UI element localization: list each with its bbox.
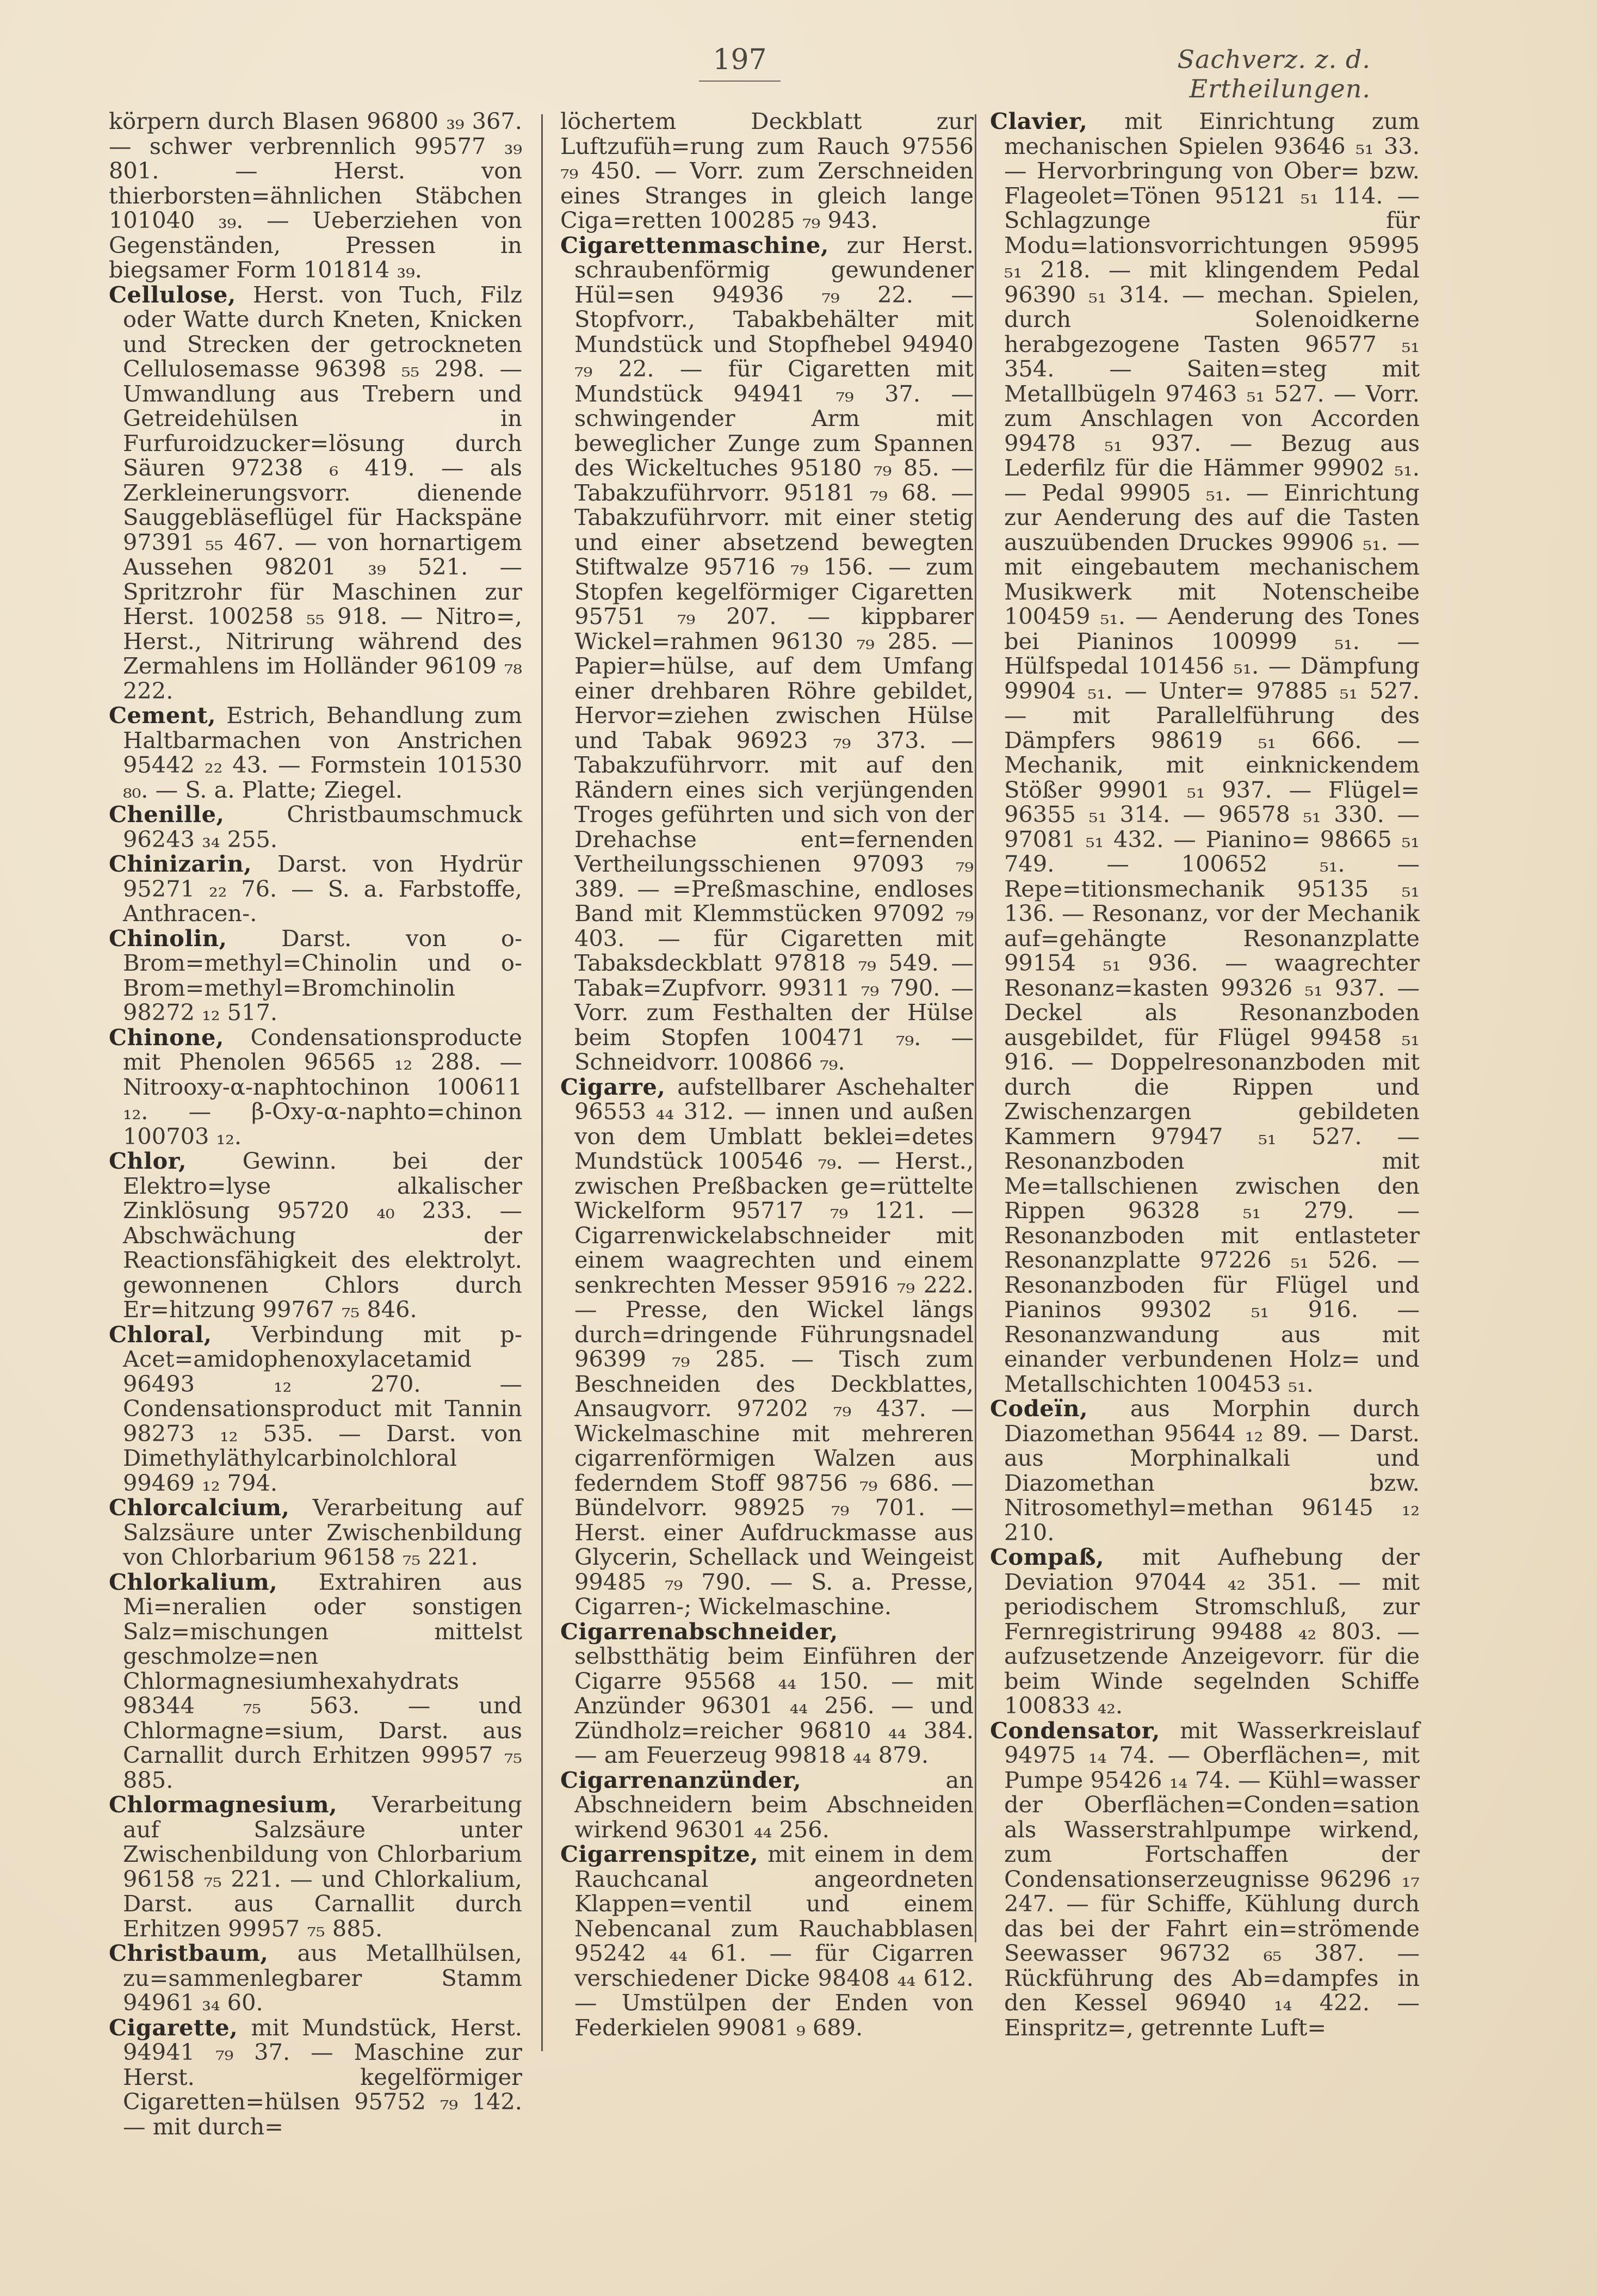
entry-text: mit Aufhebung der Deviation 97044 ₄₂ 351. — mit periodischem Stromschluß, zur Fernregistrirung 99488 ₄₂ 803. — aufzusetzende Anzeigevorr. für die beim Winde segelnden Schiffe 100833 ₄₂. — [1004, 1544, 1420, 1719]
entry-text: aufstellbarer Aschehalter 96553 ₄₄ 312. — innen und außen von dem Umblatt beklei=detes Mundstück 100546 ₇₉. — Herst., zwischen Preßbacken ge=rüttelte Wickelform 95717 ₇₉ 121. — Cigarrenwickelabschneider mit einem waagrechten und einem senkrechten Messer 95916 ₇₉ 222. — Presse, den Wickel längs durch=dringende Führungsnadel 96399 ₇₉ 285. — Tisch zum Beschneiden des Deckblattes, Ansaugvorr. 97202 ₇₉ 437. — Wickelmaschine mit mehreren cigarrenförmigen Walzen aus federndem Stoff 98756 ₇₉ 686. — Bündelvorr. 98925 ₇₉ 701. — Herst. einer Aufdruckmasse aus Glycerin, Schellack und Weingeist 99485 ₇₉ 790. — S. a. Presse, Cigarren-; Wickelmaschine. — [574, 1073, 974, 1620]
entry-text: Verarbeitung auf Salzsäure unter Zwischenbildung von Chlorbarium 96158 ₇₅ 221. — [123, 1494, 522, 1570]
entry-headword: Clavier, — [990, 108, 1088, 134]
index-entry — [560, 1768, 974, 1842]
entry-text: Christbaumschmuck 96243 ₃₄ 255. — [123, 801, 522, 853]
running-title: Sachverz. z. d. Ertheilungen. — [1177, 45, 1371, 103]
index-entry — [109, 1941, 522, 2015]
index-entry — [990, 1545, 1420, 1718]
entry-text: Estrich, Behandlung zum Haltbarmachen von Anstrichen 95442 ₂₂ 43. — Formstein 101530 ₈₀. — S. a. Platte; Ziegel. — [123, 702, 522, 803]
entry-headword: Chloral, — [109, 1320, 212, 1348]
column-divider — [975, 114, 976, 1942]
entry-headword: Chlor, — [109, 1147, 187, 1174]
entry-text: mit einem in dem Rauchcanal angeordneten Klappen=ventil und einem Nebencanal zum Rauchabblasen 95242 ₄₄ 61. — für Cigarren verschiedener Dicke 98408 ₄₄ 612. — Umstülpen der Enden von Federkielen 99081 ₉ 689. — [574, 1841, 974, 2041]
entry-headword: Chinolin, — [109, 924, 227, 952]
index-entry — [109, 1495, 522, 1570]
column-3 — [990, 109, 1420, 2040]
entry-headword: Cigarette, — [109, 2014, 238, 2041]
entry-headword: Chinone, — [109, 1023, 224, 1051]
entry-headword: Chlormagnesium, — [109, 1791, 338, 1818]
entry-text: körpern durch Blasen 96800 ₃₉ 367. — schwer verbrennlich 99577 ₃₉ 801. — Herst. von thierborsten=ähnlichen Stäbchen 101040 ₃₉. — Ueberziehen von Gegenständen, Pressen in biegsamer Form 101814 ₃₉. — [109, 108, 522, 283]
index-entry — [560, 109, 974, 233]
entry-text: Herst. von Tuch, Filz oder Watte durch Kneten, Knicken und Strecken der getrockneten Cellulosemasse 96398 ₅₅ 298. — Umwandlung aus Trebern und Getreidehülsen in Furfuroidzucker=lösung durch Säuren 97238 ₆ 419. — als Zerkleinerungsvorr. dienende Sauggebläseflügel für Hackspäne 97391 ₅₅ 467. — von hornartigem Aussehen 98201 ₃₉ 521. — Spritzrohr für Maschinen zur Herst. 100258 ₅₅ 918. — Nitro=, Herst., Nitrirung während des Zermahlens im Holländer 96109 ₇₈ 222. — [123, 281, 522, 704]
entry-text: Extrahiren aus Mi=neralien oder sonstigen Salz=mischungen mittelst geschmolze=nen Chlormagnesiumhexahydrats 98344 ₇₅ 563. — und Chlormagne=sium, Darst. aus Carnallit durch Erhitzen 99957 ₇₅ 885. — [123, 1568, 522, 1793]
column-1 — [109, 109, 522, 2139]
entry-headword: Cigarrenabschneider, — [560, 1618, 838, 1645]
entry-text: aus Morphin durch Diazomethan 95644 ₁₂ 89. — Darst. aus Morphinalkali und Diazomethan bzw. Nitrosomethyl=methan 96145 ₁₂ 210. — [1004, 1395, 1420, 1546]
entry-headword: Cigarrenanzünder, — [560, 1766, 802, 1793]
index-entry — [990, 1718, 1420, 2040]
entry-headword: Chlorcalcium, — [109, 1494, 290, 1521]
entry-text: zur Herst. schraubenförmig gewundener Hül=sen 94936 ₇₉ 22. — Stopfvorr., Tabakbehälter mit Mundstück und Stopfhebel 94940 ₇₉ 22. — für Cigaretten mit Mundstück 94941 ₇₉ 37. — schwingender Arm mit beweglicher Zunge zum Spannen des Wickeltuches 95180 ₇₉ 85. — Tabakzuführvorr. 95181 ₇₉ 68. — Tabakzuführvorr. mit einer stetig und einer absetzend bewegten Stiftwalze 95716 ₇₉ 156. — zum Stopfen kegelförmiger Cigaretten 95751 ₇₉ 207. — kippbarer Wickel=rahmen 96130 ₇₉ 285. — Papier=hülse, auf dem Umfang einer drehbaren Röhre gebildet, Hervor=ziehen zwischen Hülse und Tabak 96923 ₇₉ 373. — Tabakzuführvorr. mit auf den Rändern eines sich verjüngenden Troges geführten und sich von der Drehachse ent=fernenden Vertheilungsschienen 97093 ₇₉ 389. — =Preßmaschine, endloses Band mit Klemmstücken 97092 ₇₉ 403. — für Cigaretten mit Tabaksdeckblatt 97818 ₇₉ 549. — Tabak=Zupfvorr. 99311 ₇₉ 790. — Vorr. zum Festhalten der Hülse beim Stopfen 100471 ₇₉. — Schneidvorr. 100866 ₇₉. — [574, 231, 974, 1075]
entry-headword: Cigarrenspitze, — [560, 1841, 759, 1867]
index-entry — [560, 1842, 974, 2040]
entry-text: mit Mundstück, Herst. 94941 ₇₉ 37. — Maschine zur Herst. kegelförmiger Cigaretten=hülsen 95752 ₇₉ 142. — mit durch= — [123, 2014, 522, 2140]
entry-headword: Codeïn, — [990, 1395, 1088, 1422]
entry-headword: Cement, — [109, 702, 216, 729]
header-rule — [699, 81, 781, 82]
entry-text: mit Einrichtung zum mechanischen Spielen 93646 ₅₁ 33. — Hervorbringung von Ober= bzw. Flageolet=Tönen 95121 ₅₁ 114. — Schlagzunge für Modu=lationsvorrichtungen 95995 ₅₁ 218. — mit klingendem Pedal 96390 ₅₁ 314. — mechan. Spielen, durch Solenoidkerne herabgezogene Tasten 96577 ₅₁ 354. — Saiten=steg mit Metallbügeln 97463 ₅₁ 527. — Vorr. zum Anschlagen von Accorden 99478 ₅₁ 937. — Bezug aus Lederfilz für die Hämmer 99902 ₅₁. — Pedal 99905 ₅₁. — Einrichtung zur Aenderung des auf die Tasten auszuübenden Druckes 99906 ₅₁. — mit eingebautem mechanischem Musikwerk mit Notenscheibe 100459 ₅₁. — Aenderung des Tones bei Pianinos 100999 ₅₁. — Hülfspedal 101456 ₅₁. — Dämpfung 99904 ₅₁. — Unter= 97885 ₅₁ 527. — mit Parallelführung des Dämpfers 98619 ₅₁ 666. — Mechanik, mit einknickendem Stößer 99901 ₅₁ 937. — Flügel= 96355 ₅₁ 314. — 96578 ₅₁ 330. — 97081 ₅₁ 432. — Pianino= 98665 ₅₁ 749. — 100652 ₅₁. — Repe=titionsmechanik 95135 ₅₁ 136. — Resonanz, vor der Mechanik auf=gehängte Resonanzplatte 99154 ₅₁ 936. — waagrechter Resonanz=kasten 99326 ₅₁ 937. — Deckel als Resonanzboden ausgebildet, für Flügel 99458 ₅₁ 916. — Doppelresonanzboden mit durch die Rippen und Zwischenzargen gebildeten Kammern 97947 ₅₁ 527. — Resonanzboden mit Me=tallschienen zwischen den Rippen 96328 ₅₁ 279. — Resonanzboden mit entlasteter Resonanzplatte 97226 ₅₁ 526. — Resonanzboden für Flügel und Pianinos 99302 ₅₁ 916. — Resonanzwandung aus mit einander verbundenen Holz= und Metallschichten 100453 ₅₁. — [1004, 108, 1420, 1397]
index-entry — [990, 109, 1420, 1396]
entry-text: löchertem Deckblatt zur Luftzufüh=rung zum Rauch 97556 ₇₉ 450. — Vorr. zum Zerschneiden eines Stranges in gleich lange Ciga=retten 100285 ₇₉ 943. — [560, 108, 974, 233]
column-2 — [560, 109, 974, 2040]
index-entry — [109, 1792, 522, 1941]
index-entry — [109, 2015, 522, 2139]
index-entry — [109, 1322, 522, 1496]
index-entry — [109, 109, 522, 282]
entry-text: aus Metallhülsen, zu=sammenlegbarer Stamm 94961 ₃₄ 60. — [123, 1940, 522, 2016]
index-entry — [109, 851, 522, 926]
page-header — [0, 38, 1597, 103]
entry-headword: Cigarettenmaschine, — [560, 231, 829, 258]
entry-text: an Abschneidern beim Abschneiden wirkend 96301 ₄₄ 256. — [574, 1766, 974, 1843]
index-entry — [560, 1075, 974, 1619]
entry-headword: Chinizarin, — [109, 850, 252, 877]
entry-headword: Cigarre, — [560, 1073, 666, 1100]
index-entry — [109, 1149, 522, 1322]
index-entry — [109, 282, 522, 703]
entry-headword: Chlorkalium, — [109, 1568, 278, 1595]
entry-text: Gewinn. bei der Elektro=lyse alkalischer Zinklösung 95720 ₄₀ 233. — Abschwächung der Reactionsfähigkeit des elektrolyt. gewonnenen Chlors durch Er=hitzung 99767 ₇₅ 846. — [123, 1147, 522, 1323]
index-entry — [560, 233, 974, 1075]
entry-text: Verarbeitung auf Salzsäure unter Zwischenbildung von Chlorbarium 96158 ₇₅ 221. — und Chlorkalium, Darst. aus Carnallit durch Erhitzen 99957 ₇₅ 885. — [123, 1791, 522, 1942]
entry-headword: Condensator, — [990, 1717, 1160, 1744]
index-entry — [109, 1025, 522, 1149]
entry-text: Condensationsproducte mit Phenolen 96565 ₁₂ 288. — Nitrooxy-α-naphtochinon 100611 ₁₂. — β-Oxy-α-naphto=chinon 100703 ₁₂. — [123, 1023, 522, 1150]
index-entry — [109, 703, 522, 802]
entry-headword: Chenille, — [109, 801, 225, 828]
entry-text: selbstthätig beim Einführen der Cigarre 95568 ₄₄ 150. — mit Anzünder 96301 ₄₄ 256. — und Zündholz=reicher 96810 ₄₄ 384. — am Feuerzeug 99818 ₄₄ 879. — [574, 1643, 974, 1768]
entry-headword: Compaß, — [990, 1544, 1105, 1570]
entry-text: Darst. von o-Brom=methyl=Chinolin und o-Brom=methyl=Bromchinolin 98272 ₁₂ 517. — [123, 924, 522, 1026]
index-entry — [560, 1619, 974, 1768]
index-entry — [109, 1570, 522, 1793]
index-entry — [109, 926, 522, 1025]
entry-text: Verbindung mit p-Acet=amidophenoxylacetamid 96493 ₁₂ 270. — Condensationsproduct mit Tannin 98273 ₁₂ 535. — Darst. von Dimethyläthylcarbinolchloral 99469 ₁₂ 794. — [123, 1320, 522, 1496]
index-columns — [109, 109, 1490, 2176]
entry-text: mit Wasserkreislauf 94975 ₁₄ 74. — Oberflächen=, mit Pumpe 95426 ₁₄ 74. — Kühl=wasser der Oberflächen=Conden=sation als Wasserstrahlpumpe wirkend, zum Fortschaffen der Condensationserzeugnisse 96296 ₁₇ 247. — für Schiffe, Kühlung durch das bei der Fahrt ein=strömende Seewasser 96732 ₆₅ 387. — Rückführung des Ab=dampfes in den Kessel 96940 ₁₄ 422. — Einspritz=, getrennte Luft= — [1004, 1717, 1420, 2041]
index-entry — [109, 802, 522, 851]
column-divider — [541, 114, 543, 2051]
index-entry — [990, 1396, 1420, 1545]
page-number: 197 — [713, 44, 767, 76]
entry-text: Darst. von Hydrür 95271 ₂₂ 76. — S. a. Farbstoffe, Anthracen-. — [123, 850, 522, 927]
entry-headword: Cellulose, — [109, 281, 236, 308]
entry-headword: Christbaum, — [109, 1940, 269, 1966]
